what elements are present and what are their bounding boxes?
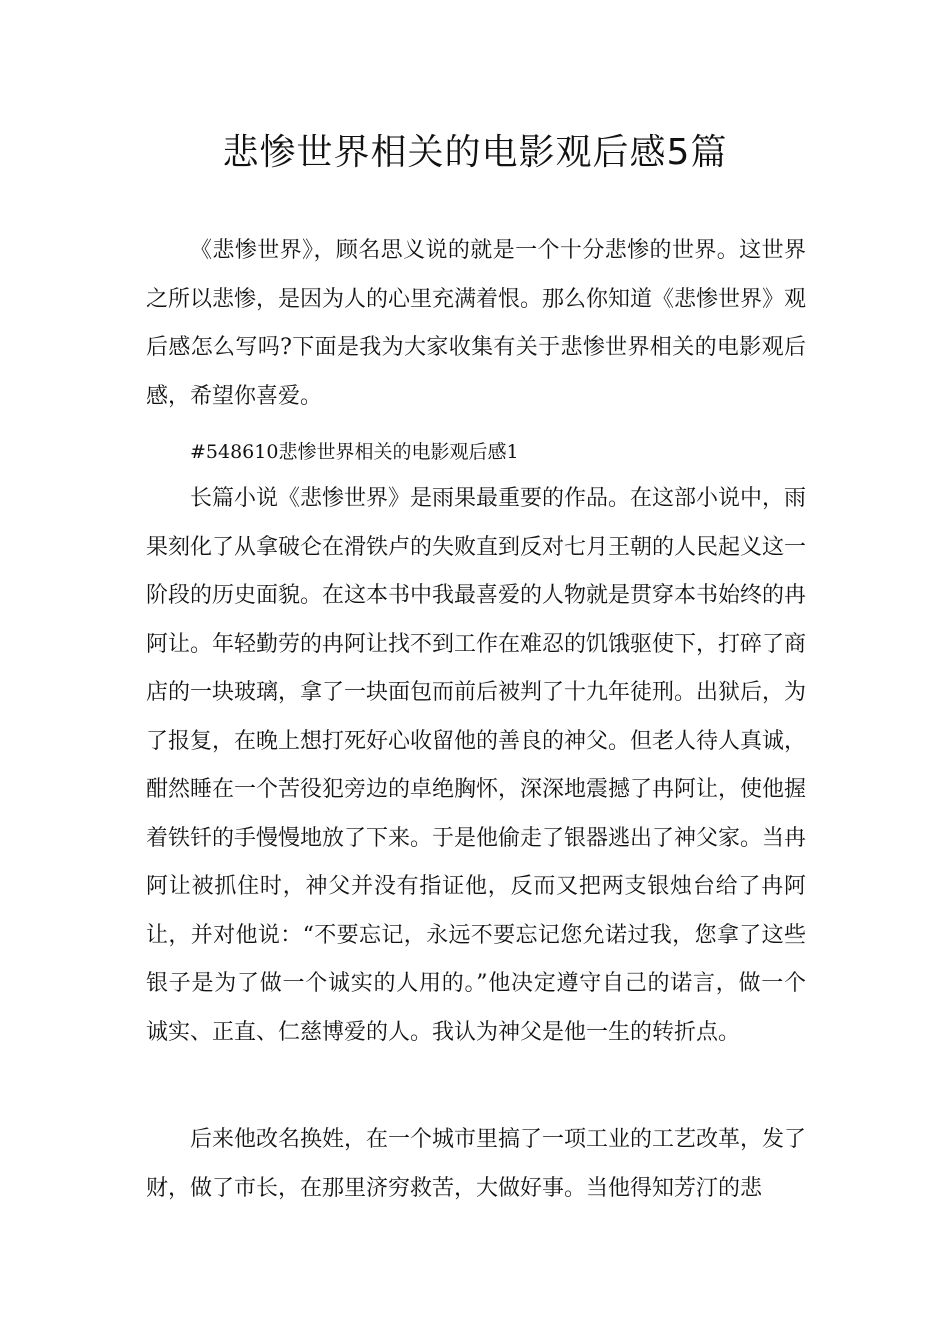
section-heading: #548610悲惨世界相关的电影观后感1 — [190, 441, 519, 463]
body-paragraph: 长篇小说《悲惨世界》是雨果最重要的作品。在这部小说中，雨果刻化了从拿破仑在滑铁卢的失败直到反对七月王朝的人民起义这一阶段的历史面貌。在这本书中我最喜爱的人物就是贯穿本书始终的冉阿让。年轻勤劳的冉阿让找不到工作在难忍的饥饿驱使下，打碎了商店的一块玻璃，拿了一块面包而前后被判了十九年徒刑。出狱后，为了报复，在晚上想打死好心收留他的善良的神父。但老人待人真诚，酣然睡在一个苦役犯旁边的卓绝胸怀，深深地震撼了冉阿让，使他握着铁钎的手慢慢地放了下来。于是他偷走了银器逃出了神父家。当冉阿让被抓住时，神父并没有指证他，反而又把两支银烛台给了冉阿让，并对他说：“不要忘记，永远不要忘记您允诺过我，您拿了这些银子是为了做一个诚实的人用的。”他决定遵守自己的诺言，做一个诚实、正直、仁慈博爱的人。我认为神父是他一生的转折点。 — [146, 486, 807, 1045]
document-title: 悲惨世界相关的电影观后感5篇 — [222, 132, 728, 173]
body-paragraph: 后来他改名换姓，在一个城市里搞了一项工业的工艺改革，发了财，做了市长，在那里济穷救苦，大做好事。当他得知芳汀的悲 — [146, 1127, 807, 1201]
intro-paragraph: 《悲惨世界》，顾名思义说的就是一个十分悲惨的世界。这世界之所以悲惨，是因为人的心里充满着恨。那么你知道《悲惨世界》观后感怎么写吗?下面是我为大家收集有关于悲惨世界相关的电影观后感，希望你喜爱。 — [146, 238, 807, 409]
